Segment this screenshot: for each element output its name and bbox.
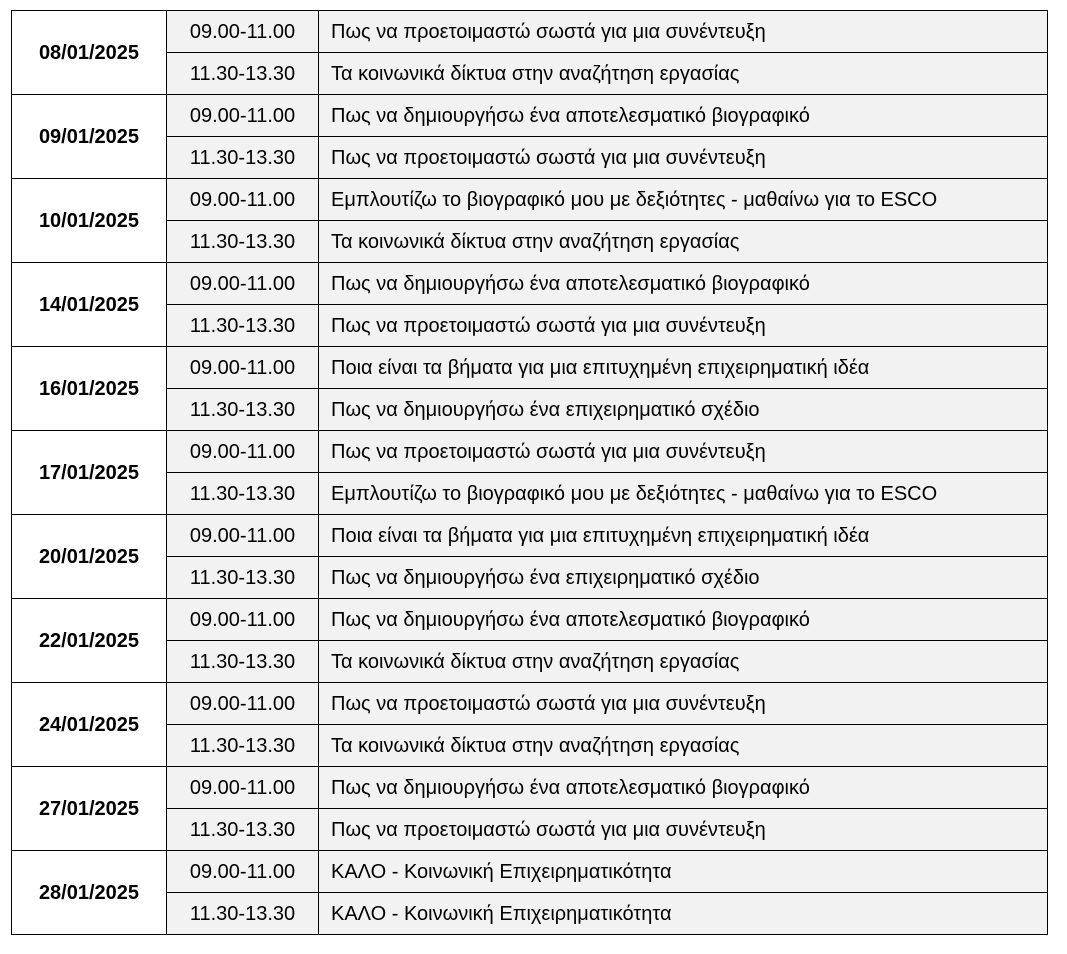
session-topic: Πως να προετοιμαστώ σωστά για μια συνέντευξη bbox=[319, 137, 1048, 179]
session-topic: Τα κοινωνικά δίκτυα στην αναζήτηση εργασίας bbox=[319, 221, 1048, 263]
session-date: 16/01/2025 bbox=[12, 347, 167, 431]
table-row bbox=[12, 851, 1048, 893]
session-topic: Τα κοινωνικά δίκτυα στην αναζήτηση εργασίας bbox=[319, 641, 1048, 683]
table-row bbox=[12, 809, 1048, 851]
session-topic: Ποια είναι τα βήματα για μια επιτυχημένη επιχειρηματική ιδέα bbox=[319, 515, 1048, 557]
session-topic: Πως να προετοιμαστώ σωστά για μια συνέντευξη bbox=[319, 305, 1048, 347]
session-date: 28/01/2025 bbox=[12, 851, 167, 935]
table-row bbox=[12, 473, 1048, 515]
session-time: 09.00-11.00 bbox=[167, 599, 319, 641]
table-row bbox=[12, 641, 1048, 683]
session-topic: Πως να δημιουργήσω ένα αποτελεσματικό βιογραφικό bbox=[319, 95, 1048, 137]
session-date: 14/01/2025 bbox=[12, 263, 167, 347]
table-row bbox=[12, 893, 1048, 935]
session-time: 09.00-11.00 bbox=[167, 767, 319, 809]
session-topic: ΚΑΛΟ - Κοινωνική Επιχειρηματικότητα bbox=[319, 893, 1048, 935]
session-date: 24/01/2025 bbox=[12, 683, 167, 767]
session-topic: Πως να προετοιμαστώ σωστά για μια συνέντευξη bbox=[319, 11, 1048, 53]
table-row bbox=[12, 557, 1048, 599]
schedule-table bbox=[11, 10, 1048, 935]
session-time: 09.00-11.00 bbox=[167, 263, 319, 305]
session-time: 11.30-13.30 bbox=[167, 809, 319, 851]
table-row bbox=[12, 53, 1048, 95]
session-time: 09.00-11.00 bbox=[167, 851, 319, 893]
session-time: 11.30-13.30 bbox=[167, 473, 319, 515]
table-row bbox=[12, 725, 1048, 767]
session-time: 09.00-11.00 bbox=[167, 683, 319, 725]
session-topic: Εμπλουτίζω το βιογραφικό μου με δεξιότητες - μαθαίνω για το ESCO bbox=[319, 179, 1048, 221]
session-time: 11.30-13.30 bbox=[167, 53, 319, 95]
schedule-table-body bbox=[12, 11, 1048, 935]
session-time: 11.30-13.30 bbox=[167, 725, 319, 767]
table-row bbox=[12, 599, 1048, 641]
session-time: 11.30-13.30 bbox=[167, 305, 319, 347]
session-date: 09/01/2025 bbox=[12, 95, 167, 179]
session-date: 08/01/2025 bbox=[12, 11, 167, 95]
session-topic: Πως να προετοιμαστώ σωστά για μια συνέντευξη bbox=[319, 809, 1048, 851]
session-date: 20/01/2025 bbox=[12, 515, 167, 599]
table-row bbox=[12, 683, 1048, 725]
session-time: 11.30-13.30 bbox=[167, 893, 319, 935]
session-time: 09.00-11.00 bbox=[167, 515, 319, 557]
session-topic: Τα κοινωνικά δίκτυα στην αναζήτηση εργασίας bbox=[319, 53, 1048, 95]
session-topic: Πως να προετοιμαστώ σωστά για μια συνέντευξη bbox=[319, 683, 1048, 725]
session-date: 27/01/2025 bbox=[12, 767, 167, 851]
table-row bbox=[12, 431, 1048, 473]
session-time: 11.30-13.30 bbox=[167, 641, 319, 683]
session-time: 11.30-13.30 bbox=[167, 137, 319, 179]
session-topic: Πως να δημιουργήσω ένα αποτελεσματικό βιογραφικό bbox=[319, 263, 1048, 305]
session-time: 11.30-13.30 bbox=[167, 389, 319, 431]
table-row bbox=[12, 767, 1048, 809]
session-topic: ΚΑΛΟ - Κοινωνική Επιχειρηματικότητα bbox=[319, 851, 1048, 893]
session-date: 17/01/2025 bbox=[12, 431, 167, 515]
table-row bbox=[12, 179, 1048, 221]
table-row bbox=[12, 137, 1048, 179]
session-topic: Πως να δημιουργήσω ένα επιχειρηματικό σχέδιο bbox=[319, 557, 1048, 599]
session-time: 09.00-11.00 bbox=[167, 347, 319, 389]
session-date: 22/01/2025 bbox=[12, 599, 167, 683]
session-topic: Πως να δημιουργήσω ένα επιχειρηματικό σχέδιο bbox=[319, 389, 1048, 431]
session-time: 11.30-13.30 bbox=[167, 221, 319, 263]
table-row bbox=[12, 263, 1048, 305]
session-topic: Ποια είναι τα βήματα για μια επιτυχημένη επιχειρηματική ιδέα bbox=[319, 347, 1048, 389]
table-row bbox=[12, 347, 1048, 389]
session-time: 09.00-11.00 bbox=[167, 95, 319, 137]
session-date: 10/01/2025 bbox=[12, 179, 167, 263]
table-row bbox=[12, 389, 1048, 431]
session-topic: Εμπλουτίζω το βιογραφικό μου με δεξιότητες - μαθαίνω για το ESCO bbox=[319, 473, 1048, 515]
session-time: 09.00-11.00 bbox=[167, 179, 319, 221]
session-topic: Τα κοινωνικά δίκτυα στην αναζήτηση εργασίας bbox=[319, 725, 1048, 767]
table-row bbox=[12, 95, 1048, 137]
session-topic: Πως να δημιουργήσω ένα αποτελεσματικό βιογραφικό bbox=[319, 767, 1048, 809]
table-row bbox=[12, 11, 1048, 53]
session-topic: Πως να προετοιμαστώ σωστά για μια συνέντευξη bbox=[319, 431, 1048, 473]
session-time: 11.30-13.30 bbox=[167, 557, 319, 599]
session-time: 09.00-11.00 bbox=[167, 11, 319, 53]
table-row bbox=[12, 305, 1048, 347]
table-row bbox=[12, 515, 1048, 557]
table-row bbox=[12, 221, 1048, 263]
session-time: 09.00-11.00 bbox=[167, 431, 319, 473]
session-topic: Πως να δημιουργήσω ένα αποτελεσματικό βιογραφικό bbox=[319, 599, 1048, 641]
